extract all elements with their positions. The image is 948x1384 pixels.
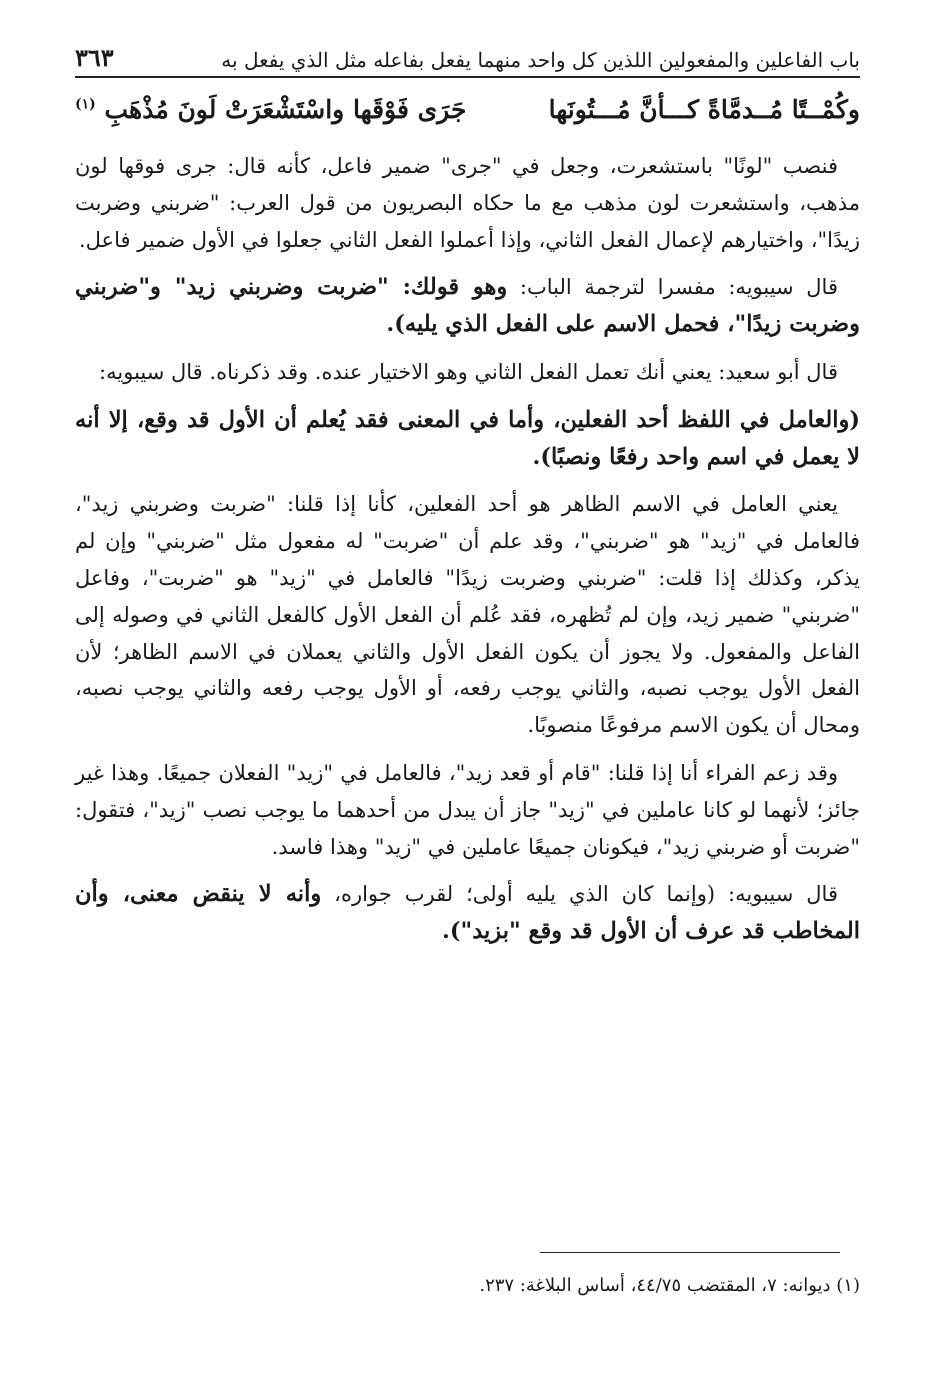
sibawayh-quote: وأنه لا ينقض معنى، وأن المخاطب قد عرف أن الأول قد وقع "بزيد").	[75, 881, 860, 945]
sibawayh-quote: (والعامل في اللفظ أحد الفعلين، وأما في المعنى فقد يُعلم أن الأول قد وقع، إلا أنه لا يعمل في اسم واحد رفعًا ونصبًا).	[75, 406, 860, 470]
running-header	[75, 28, 860, 78]
chapter-title: باب الفاعلين والمفعولين اللذين كل واحد منهما يفعل بفاعله مثل الذي يفعل به	[221, 48, 860, 72]
paragraph-3: قال أبو سعيد: يعني أنك تعمل الفعل الثاني وهو الاختيار عنده. وقد ذكرناه. قال سيبويه:	[99, 359, 838, 384]
paragraph-1: فنصب "لونًا" باستشعرت، وجعل في "جرى" ضمير فاعل، كأنه قال: جرى فوقها لون مذهب، واستشعرت لون مذهب مع ما حكاه البصريون من قول العرب: "ضربني وضربت زيدًا"، واختيارهم لإعمال الفعل الثاني، وإذا أعملوا الفعل الثاني جعلوا في الأول ضمير فاعل.	[75, 154, 860, 252]
verse-first-hemistich: وكُمْــتًا مُــدمَّاةً كـــأنَّ مُـــتُونَها	[548, 94, 860, 124]
footnote-divider	[540, 1252, 840, 1253]
paragraph-2: قال سيبويه: مفسرا لترجمة الباب: وهو قولك: "ضربت وضربني زيد" و"ضربني وضربت زيدًا"، فحمل الاسم على الفعل الذي يليه).	[75, 274, 860, 338]
footnote: (١) ديوانه: ٧، المقتضب ٤٤/٧٥، أساس البلاغة: ٢٣٧.	[479, 1275, 860, 1296]
poetry-verse	[75, 84, 860, 134]
paragraph-5: يعني العامل في الاسم الظاهر هو أحد الفعلين، كأنا إذا قلنا: "ضربت وضربني زيد"، فالعامل في "زيد" هو "ضربني"، وقد علم أن "ضربت" له مفعول مثل "ضربني" وإن لم يذكر، وكذلك إذا قلت: "ضربني وضربت زيدًا" فالعامل في "زيد" هو "ضربت"، وفاعل "ضربني" ضمير زيد، وإن لم تُظهره، فقد عُلم أن الفعل الأول كالفعل الثاني في وصوله إلى الفاعل والمفعول. ولا يجوز أن يكون الفعل الأول والثاني يعملان في الاسم الظاهر؛ لأن الفعل الأول يوجب نصبه، والثاني يوجب رفعه، أو الأول يوجب رفعه والثاني يوجب نصبه، ومحال أن يكون الاسم مرفوعًا منصوبًا.	[75, 492, 860, 738]
paragraph-6: وقد زعم الفراء أنا إذا قلنا: "قام أو قعد زيد"، فالعامل في "زيد" الفعلان جميعًا. وهذا غير جائز؛ لأنهما لو كانا عاملين في "زيد" جاز أن يبدل من أحدهما ما يوجب نصب "زيد"، فتقول: "ضربت أو ضربني زيد"، فيكونان جميعًا عاملين في "زيد" وهذا فاسد.	[75, 760, 860, 859]
footnote-marker: (١)	[75, 96, 96, 113]
sibawayh-quote: وهو قولك: "ضربت وضربني زيد" و"ضربني وضربت زيدًا"، فحمل الاسم على الفعل الذي يليه).	[75, 274, 860, 338]
body-text	[75, 148, 860, 961]
paragraph-7: قال سيبويه: (وإنما كان الذي يليه أولى؛ لقرب جواره، وأنه لا ينقض معنى، وأن المخاطب قد عرف أن الأول قد وقع "بزيد").	[75, 881, 860, 945]
verse-second-hemistich: جَرَى فَوْقَها واسْتَشْعَرَتْ لَونَ مُذْهَبِ $^{(١)}$	[75, 94, 467, 124]
page-number: ٣٦٣	[75, 43, 114, 72]
paragraph-4	[75, 402, 860, 476]
